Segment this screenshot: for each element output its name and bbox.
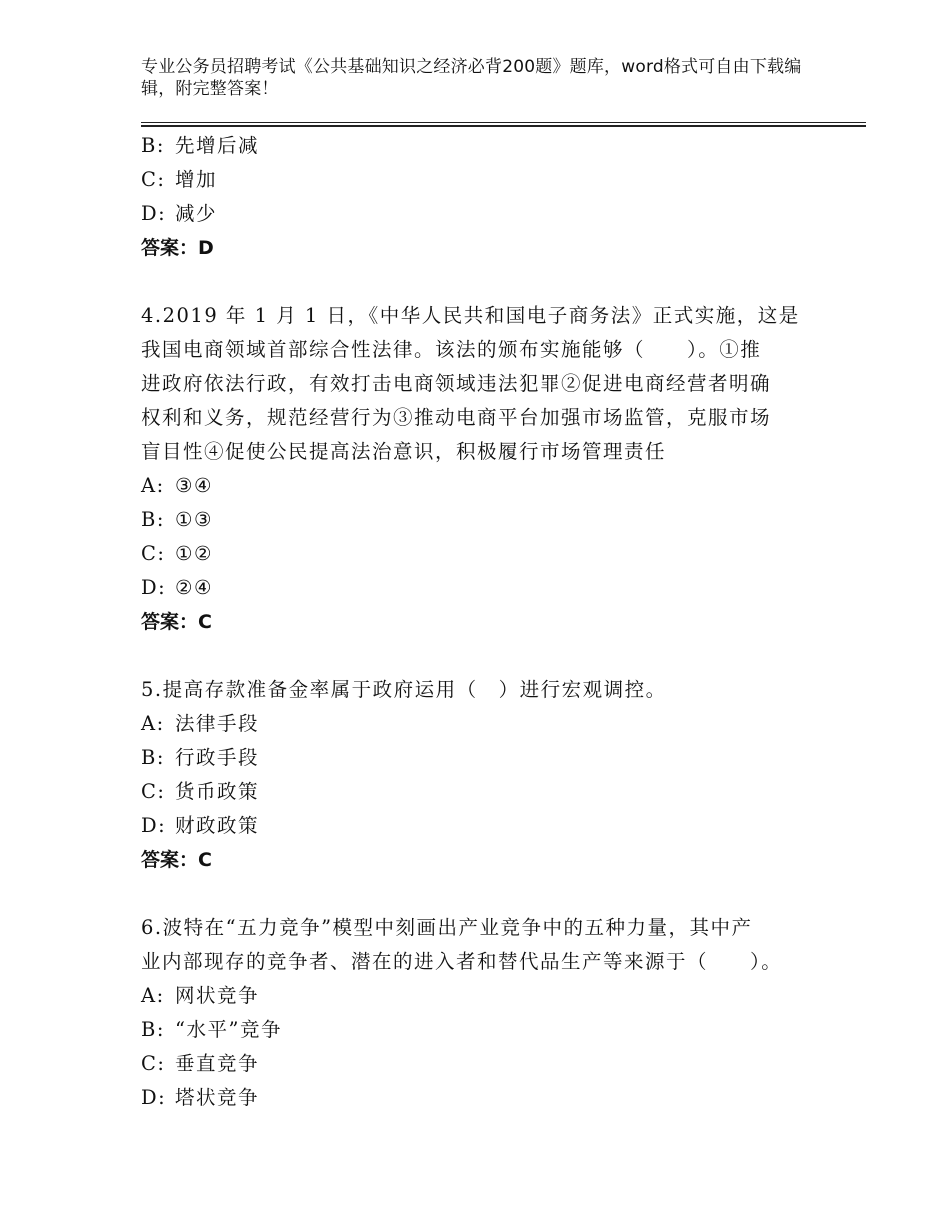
question-stem-line: 6.波特在“五力竞争”模型中刻画出产业竞争中的五种力量，其中产 (141, 916, 753, 939)
option-letter: B: (141, 508, 165, 531)
option-letter: A: (141, 712, 165, 735)
answer-line: 答案：D (141, 237, 214, 259)
option-text: 增加 (175, 168, 218, 191)
option-letter: C: (141, 780, 166, 803)
option-letter: B: (141, 746, 165, 769)
option-row (141, 197, 801, 231)
option-text: 减少 (175, 202, 218, 225)
option-text: ③④ (175, 474, 213, 497)
header-divider (141, 122, 866, 127)
spacer (141, 265, 801, 299)
spacer (141, 877, 801, 911)
option-letter: B: (141, 134, 165, 157)
option-row (141, 775, 801, 809)
answer-line: 答案：C (141, 611, 212, 633)
option-letter: D: (141, 202, 167, 225)
option-row (141, 1013, 801, 1047)
option-row (141, 1081, 801, 1115)
question-stem-line: 进政府依法行政，有效打击电商领域违法犯罪②促进电商经营者明确 (141, 372, 772, 395)
option-letter: A: (141, 984, 165, 1007)
question-stem-line: 5.提高存款准备金率属于政府运用（ ）进行宏观调控。 (141, 678, 667, 701)
option-letter: C: (141, 168, 166, 191)
option-row (141, 469, 801, 503)
question-stem-line: 权利和义务，规范经营行为③推动电商平台加强市场监管，克服市场 (141, 406, 772, 429)
option-letter: D: (141, 576, 167, 599)
option-row (141, 979, 801, 1013)
option-text: ②④ (175, 576, 213, 599)
question-stem-line: 我国电商领域首部综合性法律。该法的颁布实施能够（ ）。①推 (141, 338, 762, 361)
option-letter: C: (141, 542, 166, 565)
option-text: 货币政策 (175, 780, 260, 803)
option-text: ①② (175, 542, 213, 565)
option-text: 塔状竞争 (175, 1086, 260, 1109)
option-text: ①③ (175, 508, 213, 531)
document-body (141, 129, 801, 1115)
option-text: 先增后减 (175, 134, 260, 157)
option-text: 财政政策 (175, 814, 260, 837)
option-letter: C: (141, 1052, 166, 1075)
option-text: 法律手段 (175, 712, 260, 735)
option-letter: D: (141, 814, 167, 837)
option-text: “水平”竞争 (175, 1018, 282, 1041)
question-stem-line: 业内部现存的竞争者、潜在的进入者和替代品生产等来源于（ ）。 (141, 950, 783, 973)
page-header: 专业公务员招聘考试《公共基础知识之经济必背200题》题库，word格式可自由下载编辑，附完整答案！ (141, 57, 802, 99)
option-row (141, 537, 801, 571)
option-row (141, 129, 801, 163)
question-stem-line: 4.2019 年 1 月 1 日，《中华人民共和国电子商务法》正式实施，这是 (141, 304, 800, 327)
option-text: 网状竞争 (175, 984, 260, 1007)
option-letter: B: (141, 1018, 165, 1041)
option-row (141, 741, 801, 775)
option-row (141, 707, 801, 741)
option-row (141, 571, 801, 605)
question-stem-line: 盲目性④促使公民提高法治意识，积极履行市场管理责任 (141, 440, 667, 463)
option-text: 垂直竞争 (175, 1052, 260, 1075)
option-letter: A: (141, 474, 165, 497)
option-row (141, 503, 801, 537)
option-letter: D: (141, 1086, 167, 1109)
option-row (141, 163, 801, 197)
spacer (141, 639, 801, 673)
answer-line: 答案：C (141, 849, 212, 871)
option-text: 行政手段 (175, 746, 260, 769)
option-row (141, 809, 801, 843)
option-row (141, 1047, 801, 1081)
